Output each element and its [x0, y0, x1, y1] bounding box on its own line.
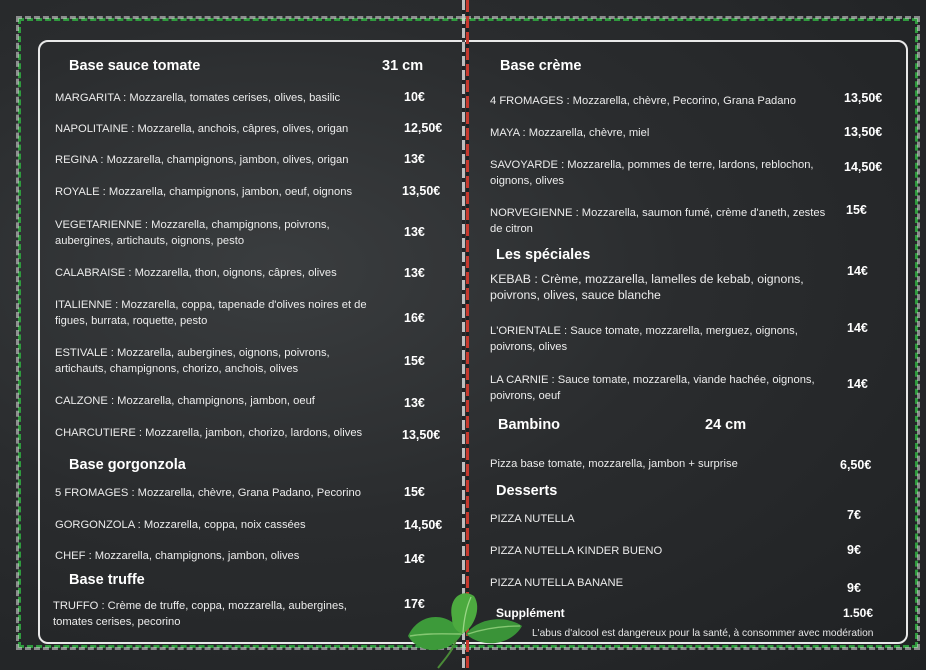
menu-item-nutella-banane: PIZZA NUTELLA BANANE [490, 577, 624, 589]
supplement-price: 1.50€ [843, 606, 874, 620]
menu-item-4-fromages: 4 FROMAGES : Mozzarella, chèvre, Pecorino, Grana Padano [490, 95, 796, 107]
basil-leaves-icon [400, 588, 530, 670]
price-chef: 14€ [404, 552, 425, 566]
menu-item-maya: MAYA : Mozzarella, chèvre, miel [490, 127, 650, 139]
menu-item-la-carnie: LA CARNIE : Sauce tomate, mozzarella, viande hachée, oignons, poivrons, oeuf [490, 374, 815, 402]
menu-item-calabraise: CALABRAISE : Mozzarella, thon, oignons, câpres, olives [55, 267, 337, 279]
menu-item-estivale: ESTIVALE : Mozzarella, aubergines, oignons, poivrons, artichauts, champignons, chorizo, anchois, olives [55, 347, 330, 375]
price-kebab: 14€ [847, 264, 868, 278]
price-royale: 13,50€ [402, 184, 441, 198]
price-truffo: 17€ [404, 597, 425, 611]
section-title-creme: Base crème [500, 58, 582, 74]
price-italienne: 16€ [404, 311, 425, 325]
price-calabraise: 13€ [404, 266, 425, 280]
menu-item-nutella-kinder: PIZZA NUTELLA KINDER BUENO [490, 545, 663, 557]
price-estivale: 15€ [404, 354, 425, 368]
price-calzone: 13€ [404, 396, 425, 410]
section-title-desserts: Desserts [496, 483, 558, 499]
menu-item-charcutiere: CHARCUTIERE : Mozzarella, jambon, chorizo, lardons, olives [55, 427, 363, 439]
menu-item-pizza-nutella: PIZZA NUTELLA [490, 513, 575, 525]
price-gorgonzola: 14,50€ [404, 518, 443, 532]
price-4-fromages: 13,50€ [844, 91, 883, 105]
section-title-truffe: Base truffe [69, 572, 145, 588]
price-margarita: 10€ [404, 90, 425, 104]
center-fold-line [462, 0, 470, 670]
menu-item-vegetarienne: VEGETARIENNE : Mozzarella, champignons, poivrons, aubergines, artichauts, oignons, pesto [55, 219, 330, 247]
size-label-24cm: 24 cm [705, 417, 747, 433]
price-regina: 13€ [404, 152, 425, 166]
section-title-bambino: Bambino [498, 417, 561, 433]
price-orientale: 14€ [847, 321, 868, 335]
alcohol-warning: L'abus d'alcool est dangereux pour la santé, à consommer avec modération [532, 628, 874, 639]
menu-item-orientale: L'ORIENTALE : Sauce tomate, mozzarella, merguez, oignons, poivrons, olives [490, 325, 798, 353]
menu-item-gorgonzola: GORGONZOLA : Mozzarella, coppa, noix cassées [55, 519, 306, 531]
price-la-carnie: 14€ [847, 377, 868, 391]
menu-item-truffo: TRUFFO : Crème de truffe, coppa, mozzarella, aubergines, tomates cerises, pecorino [53, 600, 347, 628]
price-nutella-kinder: 9€ [847, 543, 861, 557]
menu-item-regina: REGINA : Mozzarella, champignons, jambon, olives, origan [55, 154, 349, 166]
menu-item-royale: ROYALE : Mozzarella, champignons, jambon, oeuf, oignons [55, 186, 353, 198]
section-title-gorgonzola: Base gorgonzola [69, 457, 186, 473]
size-label-31cm: 31 cm [382, 58, 424, 74]
price-napolitaine: 12,50€ [404, 121, 443, 135]
menu-item-chef: CHEF : Mozzarella, champignons, jambon, olives [55, 550, 300, 562]
price-maya: 13,50€ [844, 125, 883, 139]
price-pizza-nutella: 7€ [847, 508, 861, 522]
section-title-tomate: Base sauce tomate [69, 58, 201, 74]
section-title-speciales: Les spéciales [496, 247, 591, 263]
menu-item-bambino: Pizza base tomate, mozzarella, jambon + surprise [490, 458, 738, 470]
price-savoyarde: 14,50€ [844, 160, 883, 174]
menu-item-norvegienne: NORVEGIENNE : Mozzarella, saumon fumé, crème d'aneth, zestes de citron [490, 207, 826, 235]
menu-item-margarita: MARGARITA : Mozzarella, tomates cerises, olives, basilic [55, 92, 341, 104]
menu-item-calzone: CALZONE : Mozzarella, champignons, jambon, oeuf [55, 395, 315, 407]
price-nutella-banane: 9€ [847, 581, 861, 595]
supplement-label: Supplément [496, 606, 565, 620]
menu-item-italienne: ITALIENNE : Mozzarella, coppa, tapenade d'olives noires et de figues, burrata, roquette, pesto [55, 299, 367, 327]
price-vegetarienne: 13€ [404, 225, 425, 239]
price-5-fromages: 15€ [404, 485, 425, 499]
price-charcutiere: 13,50€ [402, 428, 441, 442]
price-norvegienne: 15€ [846, 203, 867, 217]
menu-item-napolitaine: NAPOLITAINE : Mozzarella, anchois, câpres, olives, origan [55, 123, 349, 135]
menu-item-kebab: KEBAB : Crème, mozzarella, lamelles de kebab, oignons, poivrons, olives, sauce blanche [490, 272, 804, 302]
menu-item-savoyarde: SAVOYARDE : Mozzarella, pommes de terre, lardons, reblochon, oignons, olives [490, 159, 814, 187]
menu-item-5-fromages: 5 FROMAGES : Mozzarella, chèvre, Grana Padano, Pecorino [55, 487, 361, 499]
price-bambino: 6,50€ [840, 458, 872, 472]
